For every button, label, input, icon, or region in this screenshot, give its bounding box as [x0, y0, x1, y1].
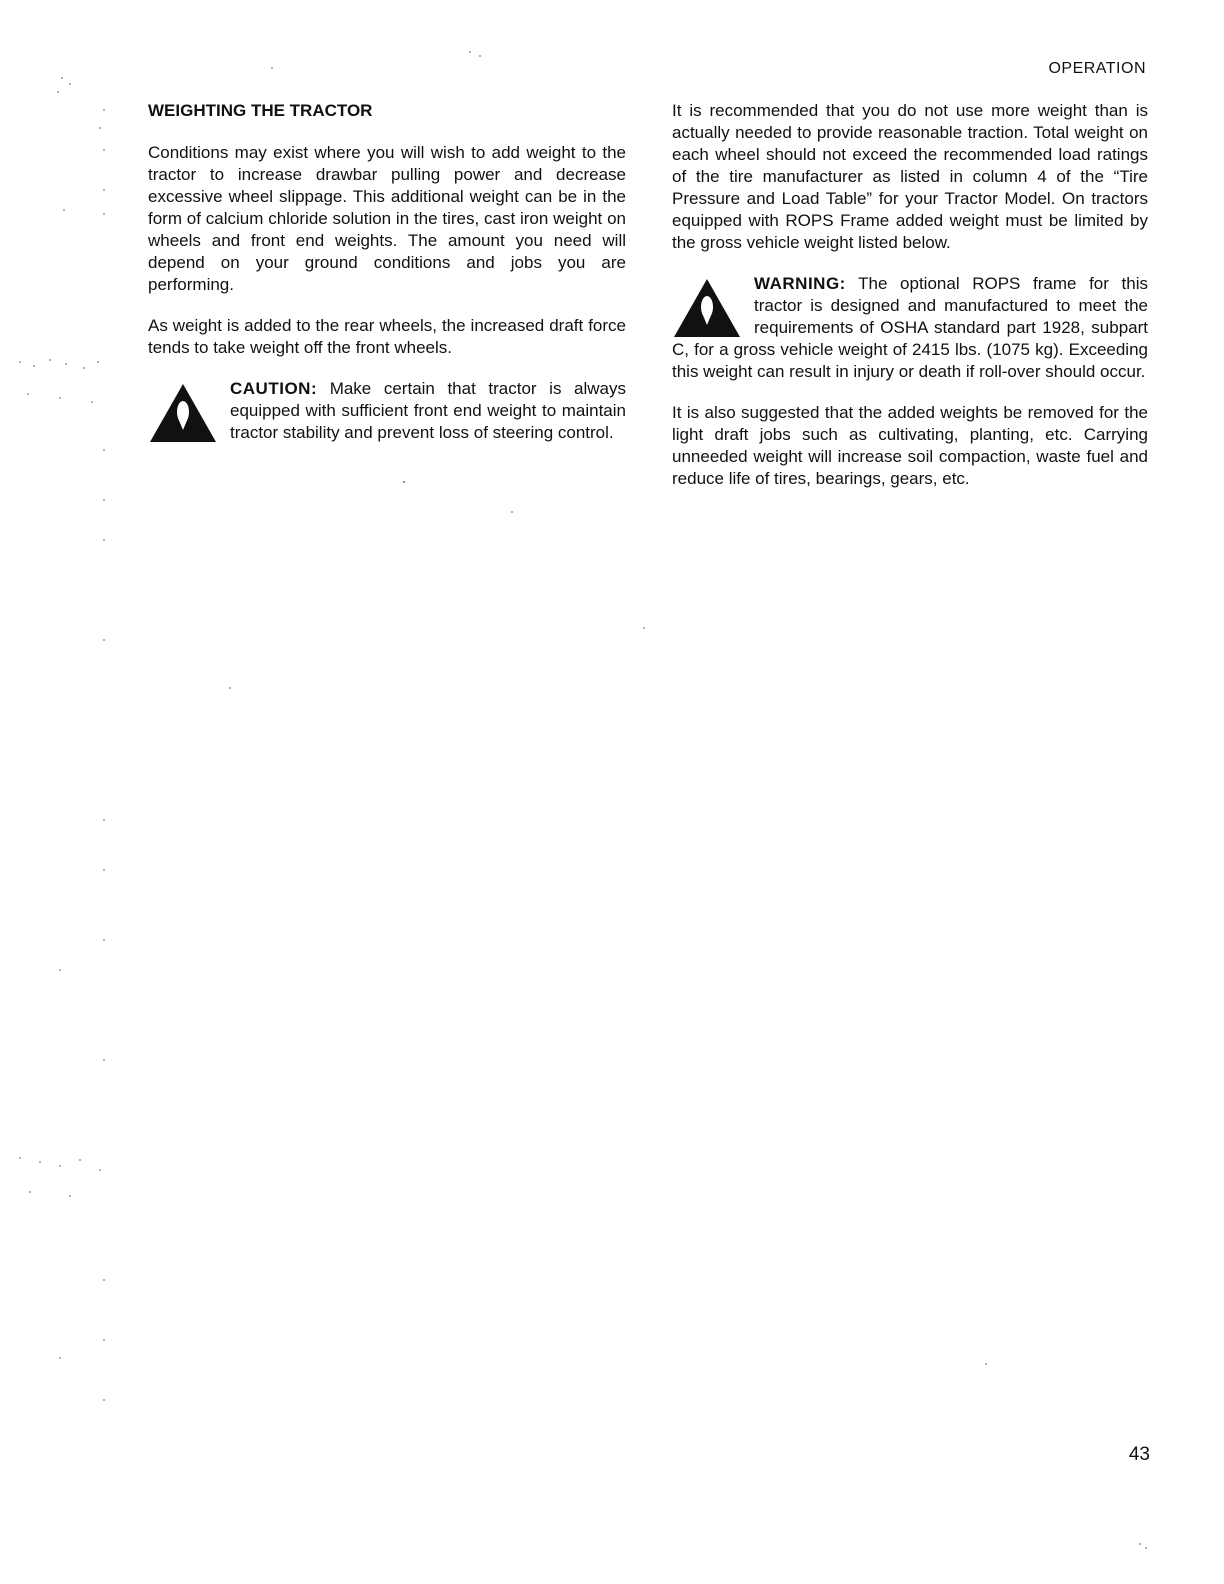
- section-heading: WEIGHTING THE TRACTOR: [148, 101, 373, 120]
- warning-label: WARNING:: [754, 274, 846, 293]
- section-title: OPERATION: [1048, 60, 1146, 77]
- right-column: [672, 100, 1148, 490]
- caution-notice: [148, 378, 626, 444]
- left-column: [148, 100, 626, 444]
- caution-text: Make certain that tractor is always equipped with sufficient front end weight to maintain tractor stability and prevent loss of steering control.: [230, 379, 626, 442]
- paragraph: As weight is added to the rear wheels, the increased draft force tends to take weight off the front wheels.: [148, 316, 626, 357]
- paragraph: It is recommended that you do not use more weight than is actually needed to provide reasonable traction. Total weight on each wheel should not exceed the recommended load ratings of the tire manufacturer as listed in column 4 of the “Tire Pressure and Load Table” for your Tractor Model. On tractors equipped with ROPS Frame added weight must be limited by the gross vehicle weight listed below.: [672, 101, 1148, 252]
- warning-triangle-icon: [148, 382, 218, 444]
- paragraph: Conditions may exist where you will wish to add weight to the tractor to increase drawbar pulling power and decrease excessive wheel slippage. This additional weight can be in the form of calcium chloride solution in the tires, cast iron weight on wheels and front end weights. The amount you need will depend on your ground conditions and jobs you are performing.: [148, 143, 626, 294]
- warning-text: The optional ROPS frame for this tractor is designed and manufactured to meet the requirements of OSHA standard part 1928, subpart C, for a gross vehicle weight of 2415 lbs. (1075 kg). Exceeding this weight can result in injury or death if roll-over should occur.: [672, 274, 1148, 381]
- warning-notice: [672, 273, 1148, 383]
- paragraph: It is also suggested that the added weights be removed for the light draft jobs such as cultivating, planting, etc. Carrying unneeded weight will increase soil compaction, waste fuel and reduce life of tires, bearings, gears, etc.: [672, 403, 1148, 488]
- caution-label: CAUTION:: [230, 379, 318, 398]
- warning-triangle-icon: [672, 277, 742, 339]
- page-number: 43: [1128, 1444, 1150, 1465]
